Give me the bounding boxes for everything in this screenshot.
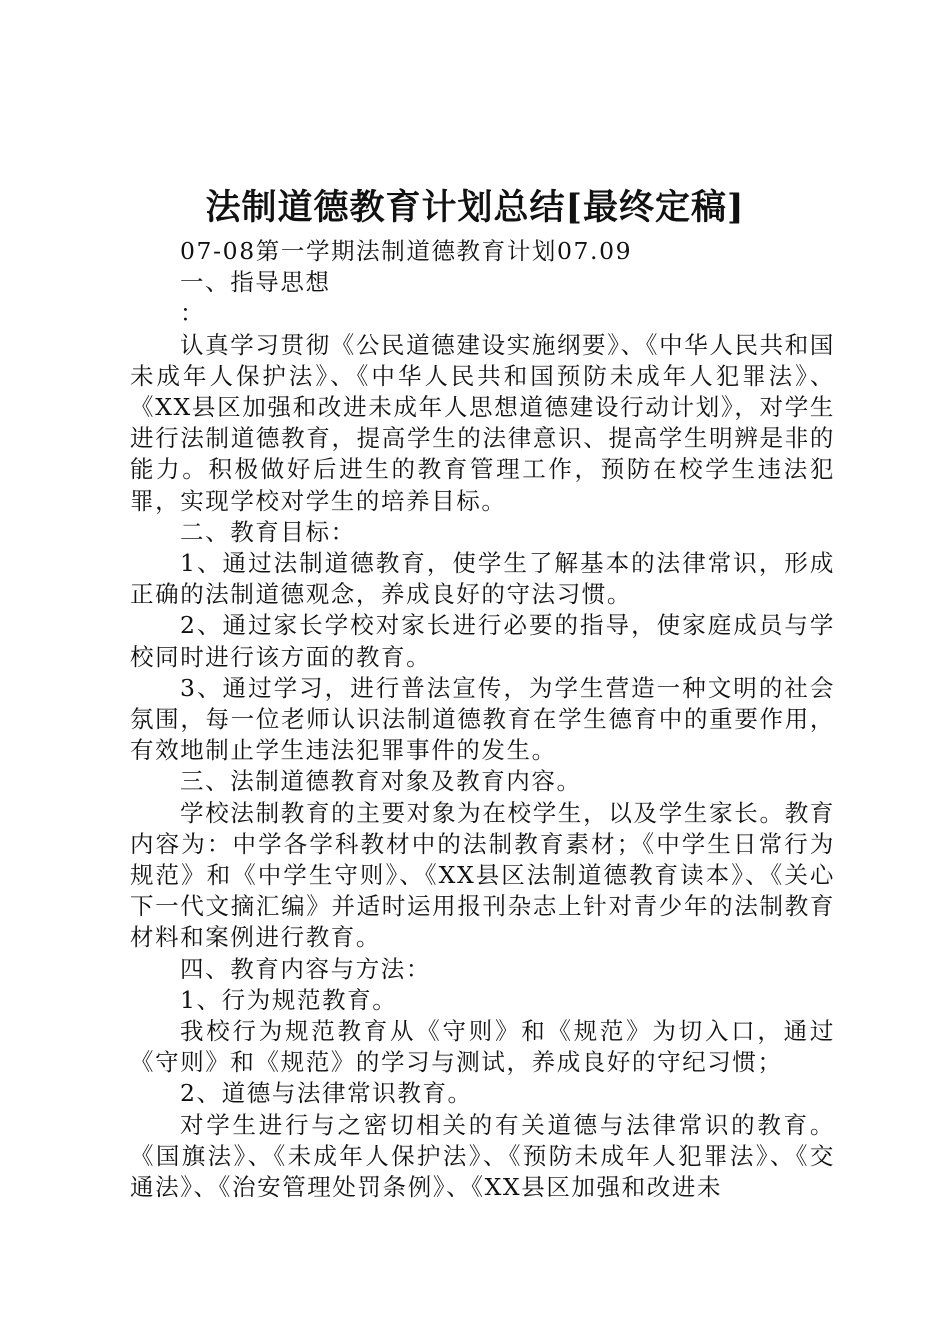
- section-heading-guiding-ideology: 一、指导思想: [180, 268, 331, 297]
- section-heading-content-methods: 四、教育内容与方法：: [180, 954, 431, 983]
- paragraph-law-knowledge: 对学生进行与之密切相关的有关道德与法律常识的教育。《国旗法》、《未成年人保护法》、《预防未成年人犯罪法》、《交通法》、《治安管理处罚条例》、《XX县区加强和改进未: [130, 1110, 835, 1202]
- paragraph-behavior: 我校行为规范教育从《守则》和《规范》为切入口，通过《守则》和《规范》的学习与测试，养成良好的守纪习惯；: [130, 1017, 835, 1077]
- section-heading-education-goals: 二、教育目标：: [180, 517, 356, 546]
- item-heading-law-knowledge: 2、道德与法律常识教育。: [180, 1079, 473, 1108]
- paragraph-guiding-ideology: 认真学习贯彻《公民道德建设实施纲要》、《中华人民共和国未成年人保护法》、《中华人民共和国预防未成年人犯罪法》、《XX县区加强和改进未成年人思想道德建设行动计划》，对学生进行法制道德教育，提高学生的法律意识、提高学生明辨是非的能力。积极做好后进生的教育管理工作，预防在校学生违法犯罪，实现学校对学生的培养目标。: [130, 330, 835, 515]
- paragraph-goal-1: 1、通过法制道德教育，使学生了解基本的法律常识，形成正确的法制道德观念，养成良好的守法习惯。: [130, 549, 835, 609]
- document-body: [130, 236, 835, 1203]
- document-subtitle: 07-08第一学期法制道德教育计划07.09: [180, 237, 633, 265]
- colon-line: ：: [180, 299, 206, 328]
- section-heading-objects-content: 三、法制道德教育对象及教育内容。: [180, 767, 582, 796]
- document-title: 法制道德教育计划总结[最终定稿]: [205, 187, 745, 228]
- paragraph-goal-2: 2、通过家长学校对家长进行必要的指导，使家庭成员与学校同时进行该方面的教育。: [130, 611, 835, 671]
- paragraph-goal-3: 3、通过学习，进行普法宣传，为学生营造一种文明的社会氛围，每一位老师认识法制道德教育在学生德育中的重要作用，有效地制止学生违法犯罪事件的发生。: [130, 673, 835, 765]
- item-heading-behavior: 1、行为规范教育。: [180, 985, 398, 1014]
- paragraph-objects-content: 学校法制教育的主要对象为在校学生，以及学生家长。教育内容为：中学各学科教材中的法制教育素材；《中学生日常行为规范》和《中学生守则》、《XX县区法制道德教育读本》、《关心下一代文摘汇编》并适时运用报刊杂志上针对青少年的法制教育材料和案例进行教育。: [130, 798, 835, 952]
